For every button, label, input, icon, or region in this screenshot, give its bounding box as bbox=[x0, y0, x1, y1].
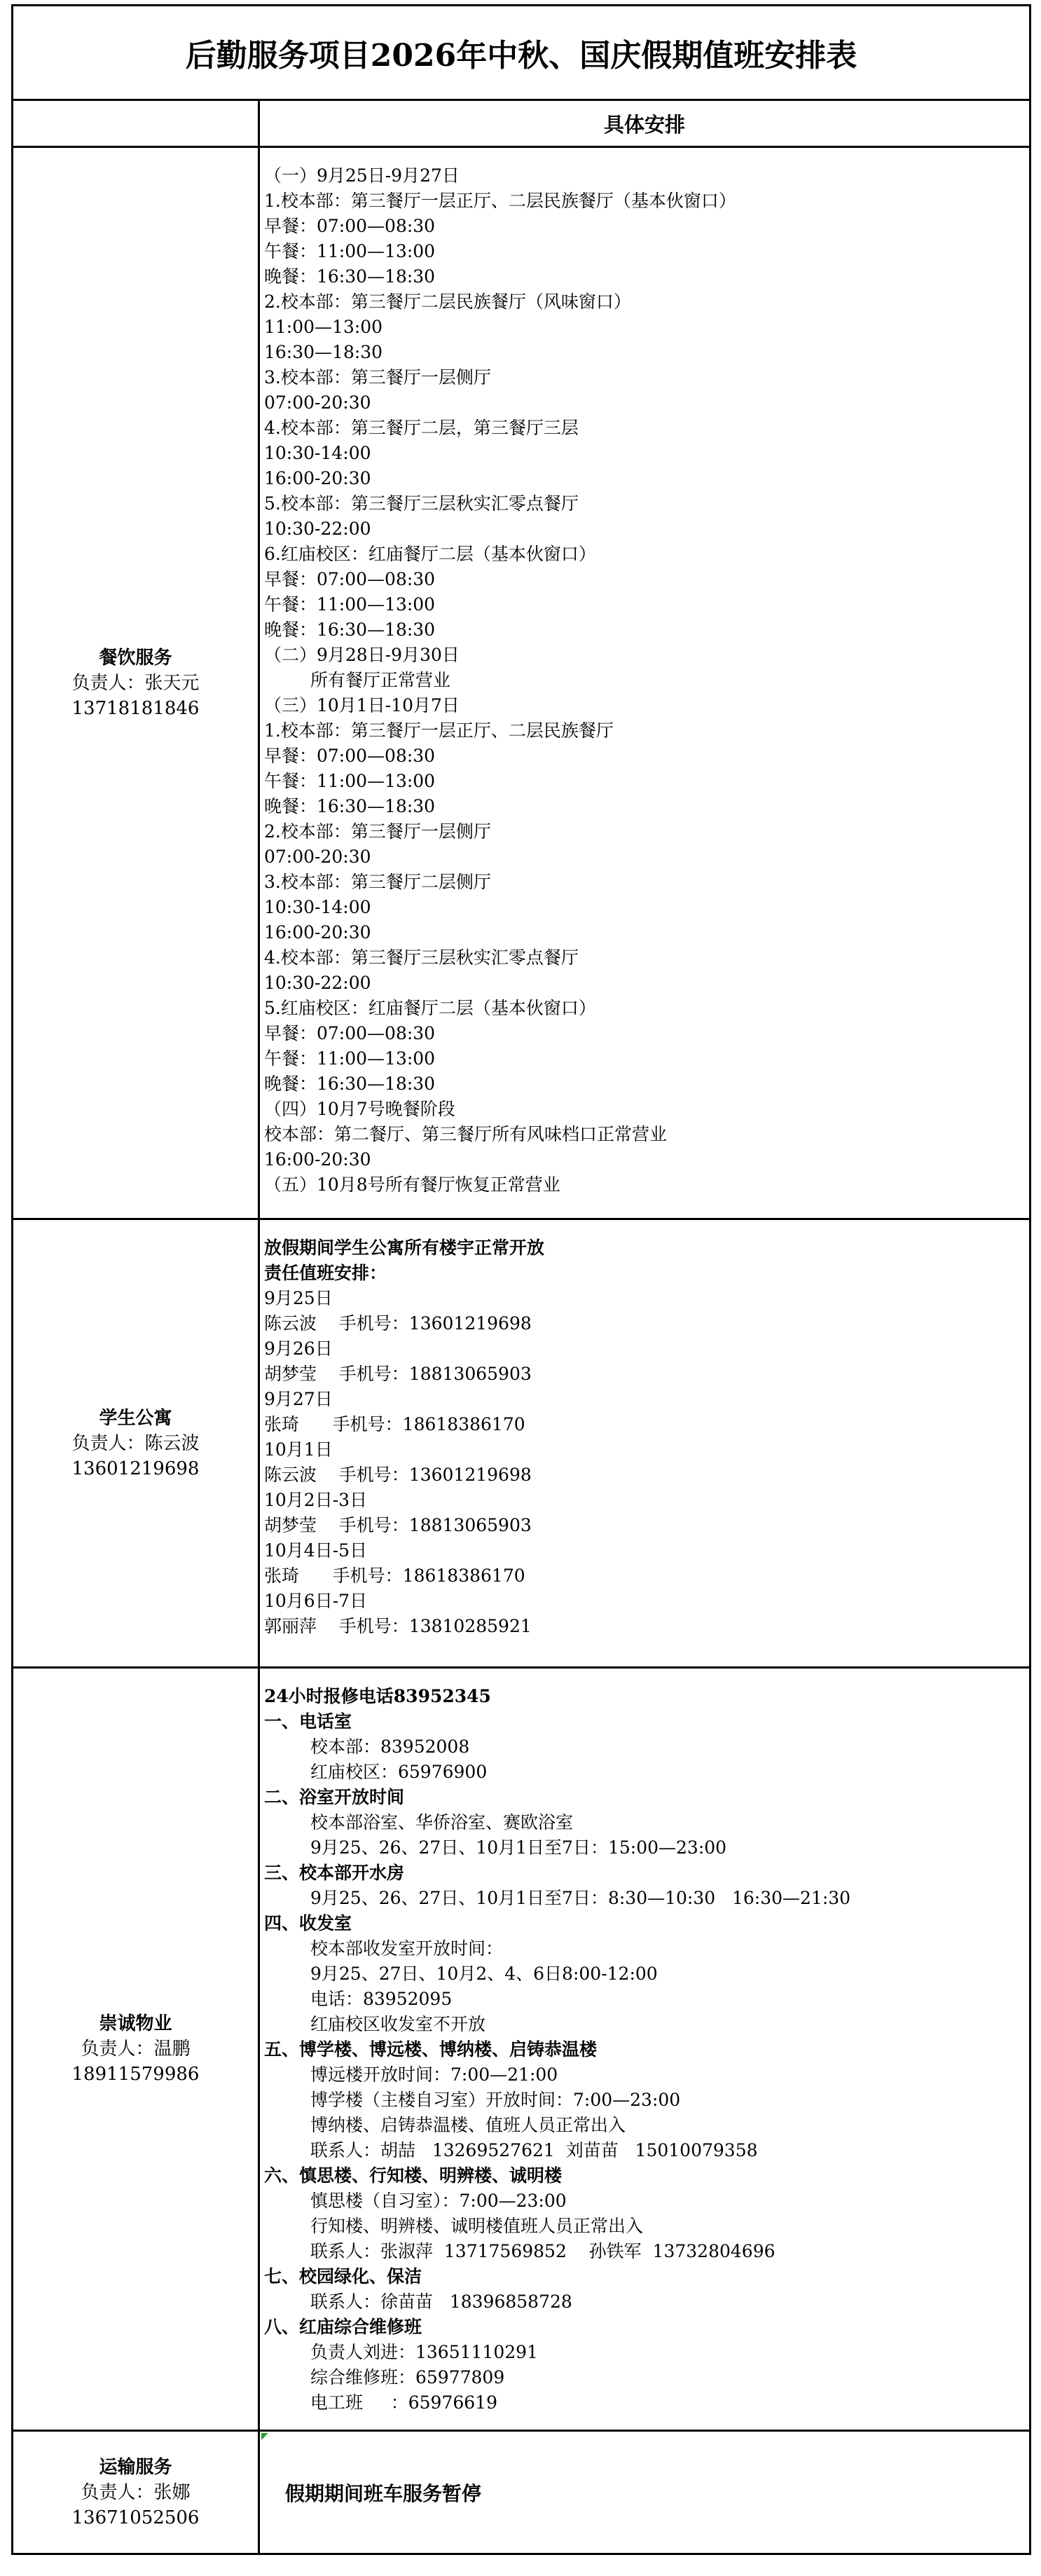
schedule-line: 二、浴室开放时间 bbox=[264, 1787, 405, 1807]
schedule-line: 责任值班安排： bbox=[264, 1263, 387, 1283]
section-row-catering bbox=[13, 147, 1030, 1219]
schedule-line: 早餐：07:00—08:30 bbox=[264, 216, 436, 236]
schedule-line: 10月1日 bbox=[264, 1439, 333, 1460]
title-row bbox=[13, 6, 1030, 100]
schedule-line: 张琦 手机号：18618386170 bbox=[264, 1414, 525, 1434]
schedule-line: 负责人刘进：13651110291 bbox=[310, 2342, 538, 2362]
schedule-line: 联系人：徐苗苗 18396858728 bbox=[310, 2291, 572, 2312]
schedule-line: 张琦 手机号：18618386170 bbox=[264, 1566, 525, 1586]
schedule-line: 午餐：11:00—13:00 bbox=[264, 594, 436, 615]
schedule-line: 11:00—13:00 bbox=[264, 317, 383, 337]
schedule-line: 1.校本部：第三餐厅一层正厅、二层民族餐厅 bbox=[264, 720, 614, 741]
page-title: 后勤服务项目2026年中秋、国庆假期值班安排表 bbox=[13, 6, 1030, 100]
schedule-line: 慎思楼（自习室）：7:00—23:00 bbox=[310, 2191, 567, 2211]
section-dept-phone: 13601219698 bbox=[71, 1458, 200, 1479]
section-dept-name: 餐饮服务 bbox=[99, 647, 172, 669]
schedule-line: 9月25、26、27日、10月1日至7日：15:00—23:00 bbox=[310, 1837, 727, 1858]
schedule-line: 午餐：11:00—13:00 bbox=[264, 241, 436, 261]
schedule-line: 16:00-20:30 bbox=[264, 468, 371, 488]
schedule-line: 10月2日-3日 bbox=[264, 1490, 368, 1510]
schedule-line: 晚餐：16:30—18:30 bbox=[264, 796, 436, 816]
schedule-line: 10:30-14:00 bbox=[264, 897, 371, 917]
schedule-line: 三、校本部开水房 bbox=[264, 1863, 405, 1883]
schedule-line: 胡梦莹 手机号：18813065903 bbox=[264, 1364, 532, 1384]
schedule-line: 红庙校区收发室不开放 bbox=[310, 2014, 486, 2034]
schedule-line: 6.红庙校区：红庙餐厅二层（基本伙窗口） bbox=[264, 544, 596, 564]
schedule-line: （三）10月1日-10月7日 bbox=[264, 695, 460, 715]
schedule-line: 博学楼（主楼自习室）开放时间：7:00—23:00 bbox=[310, 2090, 681, 2110]
transport-detail-cell bbox=[259, 2431, 1030, 2554]
schedule-line: 八、红庙综合维修班 bbox=[264, 2317, 422, 2337]
section-dept-name: 学生公寓 bbox=[99, 1407, 172, 1429]
schedule-line: 行知楼、明辨楼、诚明楼值班人员正常出入 bbox=[310, 2216, 644, 2236]
schedule-line: 七、校园绿化、保洁 bbox=[264, 2266, 422, 2287]
schedule-line: 16:00-20:30 bbox=[264, 922, 371, 943]
schedule-line: 晚餐：16:30—18:30 bbox=[264, 619, 436, 640]
schedule-line: 综合维修班：65977809 bbox=[310, 2367, 505, 2387]
schedule-line: 联系人：张淑萍 13717569852 孙铁军 13732804696 bbox=[310, 2241, 775, 2261]
schedule-line: 3.校本部：第三餐厅二层侧厅 bbox=[264, 872, 491, 892]
schedule-line: 胡梦莹 手机号：18813065903 bbox=[264, 1515, 532, 1535]
transport-dept-phone: 13671052506 bbox=[71, 2507, 200, 2528]
schedule-line: （四）10月7号晚餐阶段 bbox=[264, 1099, 455, 1119]
schedule-line: 9月27日 bbox=[264, 1389, 333, 1409]
section-dept-phone: 18911579986 bbox=[71, 2064, 200, 2085]
header-right-cell: 具体安排 bbox=[259, 100, 1030, 147]
schedule-line: 一、电话室 bbox=[264, 1711, 352, 1732]
schedule-line: 五、博学楼、博远楼、博纳楼、启铸恭温楼 bbox=[264, 2039, 598, 2060]
schedule-line: 4.校本部：第三餐厅三层秋实汇零点餐厅 bbox=[264, 947, 579, 968]
schedule-line: 所有餐厅正常营业 bbox=[310, 670, 451, 690]
schedule-line: 10月6日-7日 bbox=[264, 1591, 368, 1611]
transport-dept-person: 负责人：张娜 bbox=[81, 2481, 191, 2503]
schedule-line: （五）10月8号所有餐厅恢复正常营业 bbox=[264, 1174, 560, 1195]
schedule-line: 9月26日 bbox=[264, 1338, 333, 1359]
section-row-property bbox=[13, 1668, 1030, 2431]
schedule-line: 10:30-22:00 bbox=[264, 973, 371, 993]
schedule-line: 9月25、27日、10月2、4、6日8:00-12:00 bbox=[310, 1964, 658, 1984]
header-left-cell bbox=[13, 100, 259, 147]
duty-schedule-sheet bbox=[11, 4, 1031, 2555]
schedule-line: 联系人：胡喆 13269527621 刘苗苗 15010079358 bbox=[310, 2140, 758, 2160]
schedule-line: 16:30—18:30 bbox=[264, 342, 383, 362]
schedule-line: 电话：83952095 bbox=[310, 1989, 453, 2009]
transport-dept-cell bbox=[13, 2431, 259, 2554]
section-detail-cell bbox=[259, 1668, 1030, 2431]
section-detail-cell bbox=[259, 1219, 1030, 1668]
schedule-line: 10:30-14:00 bbox=[264, 443, 371, 463]
schedule-line: （一）9月25日-9月27日 bbox=[264, 165, 460, 186]
schedule-line: 24小时报修电话83952345 bbox=[264, 1686, 491, 1706]
section-dept-name: 崇诚物业 bbox=[99, 2013, 172, 2034]
schedule-line: 红庙校区：65976900 bbox=[310, 1762, 488, 1782]
schedule-line: 校本部：83952008 bbox=[310, 1736, 470, 1757]
schedule-line: （二）9月28日-9月30日 bbox=[264, 645, 460, 665]
schedule-line: 陈云波 手机号：13601219698 bbox=[264, 1313, 532, 1334]
schedule-line: 5.校本部：第三餐厅三层秋实汇零点餐厅 bbox=[264, 493, 579, 514]
schedule-line: 电工班 ：65976619 bbox=[310, 2392, 497, 2413]
schedule-line: 晚餐：16:30—18:30 bbox=[264, 1074, 436, 1094]
schedule-line: 早餐：07:00—08:30 bbox=[264, 1023, 436, 1043]
schedule-line: 10:30-22:00 bbox=[264, 519, 371, 539]
schedule-line: 5.红庙校区：红庙餐厅二层（基本伙窗口） bbox=[264, 998, 596, 1018]
section-row-dorm bbox=[13, 1219, 1030, 1668]
section-dept-phone: 13718181846 bbox=[71, 697, 200, 719]
duty-schedule-table bbox=[11, 4, 1031, 2555]
transport-dept-name: 运输服务 bbox=[99, 2456, 172, 2478]
schedule-line: 2.校本部：第三餐厅一层侧厅 bbox=[264, 821, 491, 842]
transport-row bbox=[13, 2431, 1030, 2554]
schedule-line: 9月25、26、27日、10月1日至7日：8:30—10:30 16:30—21:30 bbox=[310, 1888, 851, 1908]
section-dept-person: 负责人：陈云波 bbox=[71, 1432, 200, 1454]
schedule-line: 校本部：第二餐厅、第三餐厅所有风味档口正常营业 bbox=[264, 1124, 668, 1144]
schedule-line: 校本部浴室、华侨浴室、赛欧浴室 bbox=[310, 1812, 574, 1832]
sections-body bbox=[13, 147, 1030, 2431]
schedule-line: 早餐：07:00—08:30 bbox=[264, 746, 436, 766]
section-detail-cell bbox=[259, 147, 1030, 1219]
schedule-line: 1.校本部：第三餐厅一层正厅、二层民族餐厅（基本伙窗口） bbox=[264, 191, 736, 211]
schedule-line: 2.校本部：第三餐厅二层民族餐厅（风味窗口） bbox=[264, 292, 631, 312]
schedule-line: 校本部收发室开放时间： bbox=[310, 1938, 504, 1959]
schedule-line: 博纳楼、启铸恭温楼、值班人员正常出入 bbox=[310, 2115, 626, 2135]
schedule-line: 郭丽萍 手机号：13810285921 bbox=[264, 1616, 532, 1636]
schedule-line: 午餐：11:00—13:00 bbox=[264, 1048, 436, 1069]
schedule-line: 3.校本部：第三餐厅一层侧厅 bbox=[264, 367, 491, 388]
schedule-line: 早餐：07:00—08:30 bbox=[264, 569, 436, 589]
schedule-line: 博远楼开放时间：7:00—21:00 bbox=[310, 2064, 558, 2085]
header-row bbox=[13, 100, 1030, 147]
schedule-line: 放假期间学生公寓所有楼宇正常开放 bbox=[264, 1238, 545, 1258]
section-dept-person: 负责人：温鹏 bbox=[81, 2039, 191, 2060]
section-dept-cell bbox=[13, 1219, 259, 1668]
schedule-line: 07:00-20:30 bbox=[264, 847, 371, 867]
cell-corner-marker bbox=[261, 2433, 268, 2440]
schedule-line: 六、慎思楼、行知楼、明辨楼、诚明楼 bbox=[264, 2165, 563, 2186]
transport-detail-text: 假期期间班车服务暂停 bbox=[285, 2481, 482, 2505]
section-dept-person: 负责人：张天元 bbox=[71, 672, 200, 694]
section-dept-cell bbox=[13, 147, 259, 1219]
schedule-line: 10月4日-5日 bbox=[264, 1540, 368, 1561]
schedule-line: 07:00-20:30 bbox=[264, 392, 371, 413]
schedule-line: 晚餐：16:30—18:30 bbox=[264, 266, 436, 287]
schedule-line: 9月25日 bbox=[264, 1288, 333, 1308]
schedule-line: 午餐：11:00—13:00 bbox=[264, 771, 436, 791]
schedule-line: 陈云波 手机号：13601219698 bbox=[264, 1465, 532, 1485]
section-dept-cell bbox=[13, 1668, 259, 2431]
schedule-line: 16:00-20:30 bbox=[264, 1149, 371, 1170]
schedule-line: 四、收发室 bbox=[264, 1913, 352, 1933]
schedule-line: 4.校本部：第三餐厅二层，第三餐厅三层 bbox=[264, 418, 579, 438]
